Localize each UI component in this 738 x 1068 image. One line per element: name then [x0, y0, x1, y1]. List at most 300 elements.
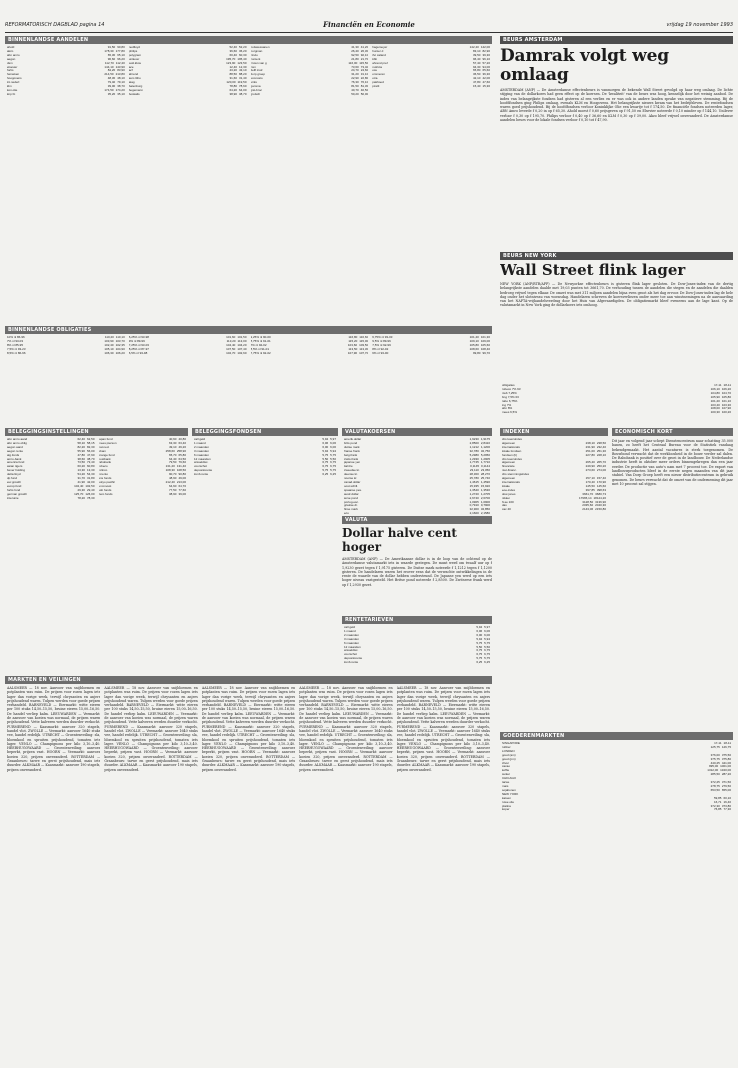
row-value: 2150,80: [595, 507, 606, 512]
row-value: 170,40: [585, 479, 595, 484]
row-label: lomb.rente: [194, 473, 209, 477]
row-label: rabobank: [98, 461, 112, 465]
row-value: 104,90: [115, 346, 125, 351]
row-label: robeco 7% 93: [502, 387, 521, 391]
fondsen-column: [99, 438, 187, 501]
row-value: 115,00: [359, 338, 369, 343]
row-value: 113,00: [237, 338, 247, 343]
row-value: 1,2930: [469, 456, 479, 461]
row-label: 8,75% nl 91-01: [250, 339, 271, 343]
row-value: 57,20: [482, 60, 490, 65]
row-value: 42,00: [482, 76, 490, 81]
row-value: 1,1200: [480, 444, 490, 449]
row-label: cindu: [250, 53, 258, 57]
row-label: burgman: [250, 49, 263, 53]
row-label: asian tigers: [7, 465, 23, 469]
row-value: 17965,14: [578, 495, 592, 500]
row-value: 131,40: [176, 464, 186, 469]
row-value: 65,60: [482, 68, 490, 73]
band-economisch-kort: ECONOMISCH KORT: [612, 428, 733, 436]
row-value: 113,50: [348, 346, 358, 351]
row-label: orange fund: [98, 453, 115, 457]
row-value: 103,60: [347, 342, 358, 347]
row-label: algemeen: [502, 461, 516, 465]
row-label: kon.olie: [7, 88, 18, 92]
row-value: 73,40: [360, 64, 369, 69]
row-value: 105,10: [104, 346, 114, 351]
row-value: 170,90: [596, 479, 606, 484]
row-value: 6,25: [330, 472, 336, 477]
row-label: CHICAGO: [502, 777, 517, 781]
row-value: 43,20: [229, 68, 237, 73]
row-value: 6,06: [476, 628, 483, 633]
row-value: 107,50: [226, 346, 236, 351]
row-value: 5,97: [484, 626, 490, 629]
row-value: 38,70: [238, 91, 247, 96]
row-label: csm: [250, 65, 256, 69]
row-value: 5,50: [484, 644, 490, 649]
row-label: internationals: [502, 445, 520, 449]
headline-dollar: Dollar halve cent hoger: [342, 526, 457, 554]
row-value: 78,20: [77, 495, 85, 500]
row-value: 102,40: [104, 342, 114, 347]
row-value: 2035,60: [582, 503, 594, 508]
row-label: delft instr: [250, 69, 263, 73]
row-value: 21,80: [351, 56, 359, 61]
page-header: [5, 0, 733, 32]
row-value: 228,10: [596, 452, 606, 457]
row-label: niet-financ.: [502, 469, 517, 473]
row-value: 1,3530: [480, 487, 490, 492]
row-label: cac 40: [502, 508, 511, 512]
row-value: 108,30: [165, 468, 175, 473]
row-value: 2143,06: [582, 507, 594, 512]
row-label: fortis: [7, 69, 14, 73]
stocks-column: [372, 46, 490, 97]
row-label: lomb.rente: [344, 661, 359, 665]
row-value: 77,30: [723, 807, 731, 812]
row-label: alg.fonds: [7, 453, 20, 457]
row-value: 25,780: [469, 476, 479, 481]
row-label: unilever: [128, 57, 140, 61]
row-value: 376,00: [710, 752, 720, 757]
row-value: 278,75: [710, 783, 720, 788]
header-rule: [5, 32, 733, 33]
row-value: 1,9175: [480, 438, 490, 441]
row-value: 1,2905: [480, 456, 490, 461]
row-value: 60,30: [238, 52, 247, 57]
row-label: obam: [98, 449, 107, 453]
row-value: 0,1145: [470, 464, 480, 469]
row-label: koffie: [502, 769, 510, 773]
row-value: 106,20: [115, 350, 125, 355]
row-value: 96,10: [482, 56, 490, 61]
row-value: 6,75: [330, 464, 336, 469]
section-binnenlandse-aandelen: [5, 36, 492, 320]
row-label: wisseldisc.: [344, 649, 359, 653]
row-label: rorento: [98, 473, 109, 477]
row-value: 123,50: [237, 60, 247, 65]
row-label: mees 6,5%: [502, 411, 518, 415]
row-label: crown van g: [250, 61, 267, 65]
markten-column: AALSMEER — 18 nov. Aanvoer van snijbloemen en potplanten was ruim. De prijzen voor rozen lagen iets lager dan vorige week, terwijl chrysanten en anjers prijshoudend waren. Tulpen werden voor goede prijzen verhandeld. BARNEVELD — Eiermarkt: witte eieren per 100 stuks 14,50–15,50, bruine eieren 15,00–16,50. De handel verliep kalm. LEEUWARDEN — Veemarkt: de aanvoer van koeien was normaal, de prijzen waren prijshoudend. Vette kalveren werden duurder verkocht. PURMEREND — Kaasmarkt: aanvoer 320 stapels, handel vlot. ZWOLLE — Veemarkt: aanvoer 1640 stuks vee, handel redelijk. UTRECHT — Groentenveiling: sla, bloemkool en spruiten prijshoudend, tomaten iets lager. VENLO — Champignons per kilo 3,10–3,40. HEERHUGOWAARD — Groentenveiling: aanvoer beperkt, prijzen vast. HOORN — Veemarkt: aanvoer koeien 320, prijzen onveranderd. ROTTERDAM — Graanbeurs: tarwe en gerst prijshoudend, mais iets duurder. ALKMAAR — Kaasmarkt: aanvoer 190 stapels, prijzen onveranderd.: [299, 686, 393, 772]
row-value: 1,7710: [480, 460, 490, 465]
row-value: 5,75: [322, 452, 329, 457]
row-label: belg.frank: [344, 453, 358, 457]
row-value: 5,50: [476, 644, 483, 649]
row-value: 90,70: [168, 472, 177, 477]
row-value: 25,740: [480, 476, 490, 481]
row-value: 15,40: [472, 84, 481, 89]
row-value: 104,20: [237, 342, 247, 347]
band-beleggingsinstellingen: BELEGGINGSINSTELLINGEN: [5, 428, 188, 436]
row-label: nedlloyd: [128, 46, 140, 49]
row-value: 39,30: [482, 52, 490, 57]
row-label: platina: [502, 804, 511, 808]
section-beleggingsinstellingen: [5, 428, 188, 574]
row-value: 21,70: [360, 56, 369, 61]
row-value: 143,90: [115, 64, 125, 69]
row-label: depositorente: [344, 657, 363, 661]
row-label: ital.lire: [344, 465, 353, 469]
row-value: 50,00: [360, 91, 369, 96]
row-value: 1,2720: [469, 491, 479, 496]
row-value: 106,10: [710, 386, 720, 391]
row-value: 29,40: [86, 487, 95, 492]
row-value: 6,00: [322, 444, 329, 449]
row-label: heineken: [7, 73, 20, 77]
row-label: ecu: [344, 512, 349, 516]
row-label: lokale: [502, 484, 510, 488]
row-value: 5,2950: [480, 452, 490, 457]
row-value: 157,10: [585, 476, 595, 481]
row-value: 43,10: [238, 68, 247, 73]
row-value: 126,00: [85, 491, 95, 496]
row-value: 107,40: [237, 346, 247, 351]
row-label: econosto: [250, 77, 263, 81]
row-value: 65,10: [117, 52, 125, 57]
row-label: austr.dollar: [344, 492, 359, 496]
row-label: zwits.frank: [344, 457, 359, 461]
row-value: 90,80: [178, 472, 186, 477]
row-value: 73,60: [351, 64, 359, 69]
row-value: 102,50: [85, 483, 95, 488]
row-value: 102,60: [237, 350, 247, 355]
row-value: 115,20: [348, 338, 358, 343]
row-value: 2,8410: [480, 440, 490, 445]
row-label: tarwe: [502, 781, 510, 785]
row-value: 116,80: [348, 336, 358, 339]
row-label: acf: [128, 69, 133, 73]
row-value: 5,94: [322, 438, 329, 441]
stocks-column: [129, 46, 247, 97]
row-label: wolt.kluw: [128, 61, 141, 65]
row-label: 8,5% nl 91-01: [250, 347, 270, 351]
stocks-column: [251, 46, 369, 97]
row-value: 258,90: [176, 448, 186, 453]
row-label: cbs koersindex: [502, 457, 523, 461]
row-value: 238,10: [585, 440, 595, 445]
row-value: 73,40: [86, 460, 95, 465]
row-label: dp fund: [7, 477, 18, 481]
row-value: 6,75: [476, 652, 483, 657]
band-rentetarieven: RENTETARIEVEN: [342, 616, 492, 624]
row-value: 2,1580: [480, 511, 490, 516]
page-date: vrijdag 19 november 1993: [666, 22, 733, 28]
row-label: content: [250, 57, 261, 61]
section-valutakoersen: [342, 428, 492, 516]
row-value: 123,90: [226, 60, 236, 65]
row-label: nwb 7,25%: [502, 391, 517, 395]
row-value: 22,80: [360, 76, 369, 81]
row-value: 106,20: [721, 386, 731, 391]
row-label: aegon: [7, 57, 16, 61]
row-value: 5,94: [484, 636, 490, 641]
row-value: 110,20: [104, 336, 114, 339]
row-value: 5,94: [322, 448, 329, 453]
row-value: 31,60: [229, 76, 237, 81]
row-value: 32,900: [469, 507, 479, 512]
row-value: 157,40: [596, 476, 606, 481]
row-label: algemeen: [502, 477, 516, 481]
row-label: dow jones: [502, 492, 516, 496]
table-row: [7, 93, 125, 97]
row-value: 41,90: [77, 479, 85, 484]
row-label: voorschot: [194, 465, 208, 469]
row-label: goud (am): [502, 753, 516, 757]
row-value: 6,06: [330, 440, 336, 445]
row-value: 50,20: [351, 91, 359, 96]
row-label: 2 maanden: [194, 445, 210, 449]
row-value: 64,70: [178, 483, 186, 488]
row-value: 100,20: [721, 410, 731, 415]
row-label: 6 maanden: [194, 453, 210, 457]
row-label: franse frank: [344, 449, 360, 453]
row-value: 102,40: [74, 483, 84, 488]
row-value: 6,25: [484, 660, 490, 665]
row-label: 12 maanden: [344, 645, 361, 649]
row-label: call geld: [344, 626, 356, 629]
section-beurs-newyork: [500, 252, 733, 382]
row-value: 5,75: [476, 656, 483, 661]
row-value: 62,40: [77, 438, 85, 441]
row-value: 38,90: [168, 491, 177, 496]
row-value: 120,00: [226, 80, 236, 85]
table-row: [7, 497, 95, 501]
row-value: 31,20: [351, 72, 359, 77]
row-value: 5,75: [322, 468, 329, 473]
section-indexen: [500, 428, 608, 728]
row-label: japanse yen: [344, 461, 361, 465]
row-value: 65,70: [168, 452, 177, 457]
section-economisch-kort: [612, 428, 733, 728]
row-value: 60,20: [77, 464, 85, 469]
row-label: nat.ned.: [98, 445, 110, 449]
row-value: 145,60: [596, 483, 606, 488]
economisch-kort-text: Dit jaar en volgend jaar schept Dienstencentrum naar schatting 35.000 banen, zo heeft het Centraal Bureau voor de Statistiek vandaag bekendgemaakt. Het aantal vacatures is sterk toegenomen. De Bouwbond verwacht dat de werkloosheid in de bouw verder zal dalen. De Rabobank is positief over de groei in de landbouw. De Nederlandse industrie heeft in oktober meer orders binnengekregen dan een jaar eerder. De productie van auto's nam met 7 procent toe. De export van landbouwproducten bleef in de eerste negen maanden van dit jaar stabiel. Van Dorp Groep heeft een nieuw distributiecentrum in gebruik genomen. De beurs verwacht dat de omzet van de onderneming dit jaar met 10 procent zal stijgen.: [612, 439, 733, 486]
row-value: 96,60: [107, 56, 116, 61]
stocks-table: [5, 44, 492, 97]
article-dollar: AMSTERDAM (ANP) — De Amerikaanse dollar is in de loop van de ochtend op de Amsterdamse valutamarkt iets in waarde gestegen. De munt werd om twaalf uur op f 1,9230 gezet tegen f 1,9175 gisteren. De Duitse mark noteerde f 1,1212 tegen f 1,1200 gisteren. De handelaren waren het erover eens dat de verwachte ontwikkelingen in de rente de waarde van de dollar hebben ondersteund. De Japanse yen werd op een iets hoger niveau vastgesteld. Het Britse pond noteerde f 2,8500. De Zwitserse frank werd op f 1,2930 gezet.: [342, 557, 492, 587]
row-value: 110,10: [115, 336, 125, 339]
row-value: 125,70: [74, 491, 84, 496]
row-value: 47,80: [472, 80, 481, 85]
row-value: 36,30: [482, 72, 490, 77]
row-value: 64,60: [168, 483, 177, 488]
row-value: 79,10: [117, 80, 125, 85]
row-value: 84,20: [107, 68, 116, 73]
row-label: cbs stemmingsindex: [502, 473, 530, 477]
row-value: 375,80: [721, 756, 731, 761]
section-rentetarieven: [342, 616, 492, 672]
row-value: 107,90: [347, 350, 358, 355]
row-label: postbank: [98, 457, 111, 461]
markten-column: AALSMEER — 18 nov. Aanvoer van snijbloemen en potplanten was ruim. De prijzen voor rozen lagen iets lager dan vorige week, terwijl chrysanten en anjers prijshoudend waren. Tulpen werden voor goede prijzen verhandeld. BARNEVELD — Eiermarkt: witte eieren per 100 stuks 14,50–15,50, bruine eieren 15,00–16,50. De handel verliep kalm. LEEUWARDEN — Veemarkt: de aanvoer van koeien was normaal, de prijzen waren prijshoudend. Vette kalveren werden duurder verkocht. PURMEREND — Kaasmarkt: aanvoer 320 stapels, handel vlot. ZWOLLE — Veemarkt: aanvoer 1640 stuks vee, handel redelijk. UTRECHT — Groentenveiling: sla, bloemkool en spruiten prijshoudend, tomaten iets lager. VENLO — Champignons per kilo 3,10–3,40. HEERHUGOWAARD — Groentenveiling: aanvoer beperkt, prijzen vast. HOORN — Veemarkt: aanvoer koeien 320, prijzen onveranderd. ROTTERDAM — Graanbeurs: tarwe en gerst prijshoudend, mais iets duurder. ALKMAAR — Kaasmarkt: aanvoer 190 stapels, prijzen onveranderd.: [396, 686, 491, 772]
row-value: 92,10: [360, 52, 369, 57]
row-value: 73,50: [77, 460, 85, 465]
row-value: 285,50: [710, 772, 720, 777]
row-value: 58,10: [77, 440, 85, 445]
row-value: 103,70: [115, 338, 125, 343]
row-label: zilver: [502, 761, 510, 765]
row-label: amro-bank: [7, 457, 22, 461]
row-label: nutricia: [372, 65, 382, 69]
row-label: internationals: [502, 480, 520, 484]
row-label: aegon rente: [7, 449, 24, 453]
row-value: 31,10: [360, 72, 369, 77]
row-label: uni-invest: [98, 484, 112, 488]
row-value: 94,00: [482, 64, 490, 69]
row-value: 13,30: [77, 468, 85, 473]
row-label: robeco: [98, 465, 108, 469]
row-label: fortis fund: [7, 488, 21, 492]
valuta-table: [342, 436, 492, 516]
row-label: int.nederl: [7, 81, 20, 85]
section-goederenmarkten: [500, 732, 733, 924]
row-label: bng 7,5% 03: [502, 395, 519, 399]
row-value: 49,10: [168, 444, 177, 449]
markten-columns: [5, 684, 492, 772]
obligaties-top-table: [500, 382, 733, 415]
row-label: dax: [502, 504, 507, 508]
row-value: 1,9230: [469, 438, 479, 441]
row-label: depositorente: [194, 469, 213, 473]
band-beleggingsfondsen: BELEGGINGSFONDSEN: [192, 428, 338, 436]
row-value: 105,80: [721, 394, 731, 399]
table-row: [129, 93, 247, 97]
row-label: 6,5% nl 93-98: [128, 351, 148, 355]
row-value: 107,70: [359, 350, 369, 355]
table-row: [344, 661, 490, 665]
table-row: [194, 473, 336, 477]
row-value: 5,2980: [469, 452, 479, 457]
bonds-table: [5, 334, 492, 356]
row-value: 49,20: [178, 444, 186, 449]
row-value: 116,60: [359, 336, 369, 339]
row-value: 250,20: [596, 464, 606, 469]
row-value: 105,60: [480, 342, 490, 347]
band-beurs-amsterdam: BEURS AMSTERDAM: [500, 36, 733, 44]
row-value: 81,30: [360, 84, 369, 89]
row-value: 0,7900: [480, 503, 490, 508]
row-value: 36,20: [238, 48, 247, 53]
row-value: 79,50: [168, 460, 177, 465]
row-value: 24,70: [351, 68, 359, 73]
row-value: 82,20: [77, 444, 85, 449]
row-value: 102,70: [226, 350, 236, 355]
row-value: 1,0900: [480, 499, 490, 504]
row-value: 0,7910: [469, 503, 479, 508]
row-value: 88,20: [238, 72, 247, 77]
row-value: 54,30: [86, 472, 95, 477]
row-value: 373,80: [721, 803, 731, 808]
row-value: 145,50: [585, 483, 595, 488]
row-label: sns fonds: [98, 477, 112, 481]
row-value: 38,90: [229, 91, 237, 96]
row-value: 655,00: [721, 787, 731, 792]
row-value: 440,25: [710, 760, 720, 765]
row-value: 28,270: [480, 472, 490, 477]
row-label: canad.dollar: [344, 480, 361, 484]
band-valuta: VALUTA: [342, 516, 492, 524]
row-label: 8,5% nl 86-96: [7, 351, 26, 355]
row-value: 35,10: [117, 91, 125, 96]
row-value: 101,10: [721, 398, 731, 403]
row-value: 142,40: [469, 46, 479, 49]
row-value: 18-11: [723, 742, 731, 745]
row-value: 38,70: [86, 456, 95, 461]
band-beurs-newyork: BEURS NEW YORK: [500, 252, 733, 260]
row-value: 258,60: [165, 448, 175, 453]
row-label: german growth: [7, 492, 28, 496]
row-label: gist-broc: [250, 88, 263, 92]
row-value: 274,00: [596, 468, 606, 473]
row-value: 101,30: [480, 336, 490, 339]
row-value: 398,63: [596, 487, 606, 492]
row-label: knp bt: [7, 92, 16, 96]
row-label: 7,25% nl 93-03: [128, 343, 149, 347]
rente-column: [344, 626, 490, 665]
row-value: 397,85: [585, 487, 595, 492]
row-value: 213,80: [115, 72, 125, 77]
row-value: 101,20: [710, 398, 720, 403]
row-label: ing 7%: [502, 403, 512, 407]
row-value: 40,60: [168, 438, 177, 441]
row-value: 119,50: [237, 80, 247, 85]
row-value: 265,70: [596, 460, 606, 465]
row-value: 116,00: [348, 60, 358, 65]
row-value: 214,50: [104, 72, 114, 77]
row-label: 2 maanden: [344, 633, 360, 637]
row-value: 106,30: [104, 350, 114, 355]
row-value: 48,90: [168, 476, 177, 481]
indexen-column: [502, 438, 606, 512]
row-label: call geld: [194, 438, 206, 441]
row-value: 26,40: [351, 48, 359, 53]
row-value: 16,71: [713, 799, 722, 804]
row-value: 99,80: [472, 350, 481, 355]
row-value: 29,30: [77, 487, 85, 492]
row-label: 7,5% nl 93-23: [7, 347, 26, 351]
row-value: 18124,20: [593, 495, 606, 500]
row-value: 6,06: [484, 628, 490, 633]
row-label: 6,25% nl 93-98: [128, 336, 149, 339]
headline-damrak: Damrak volgt weg omlaag: [500, 46, 669, 85]
row-label: SINGAPORE: [502, 742, 520, 745]
row-label: ahold: [7, 46, 15, 49]
row-value: 6,06: [322, 440, 329, 445]
row-value: 39,00: [107, 84, 116, 89]
